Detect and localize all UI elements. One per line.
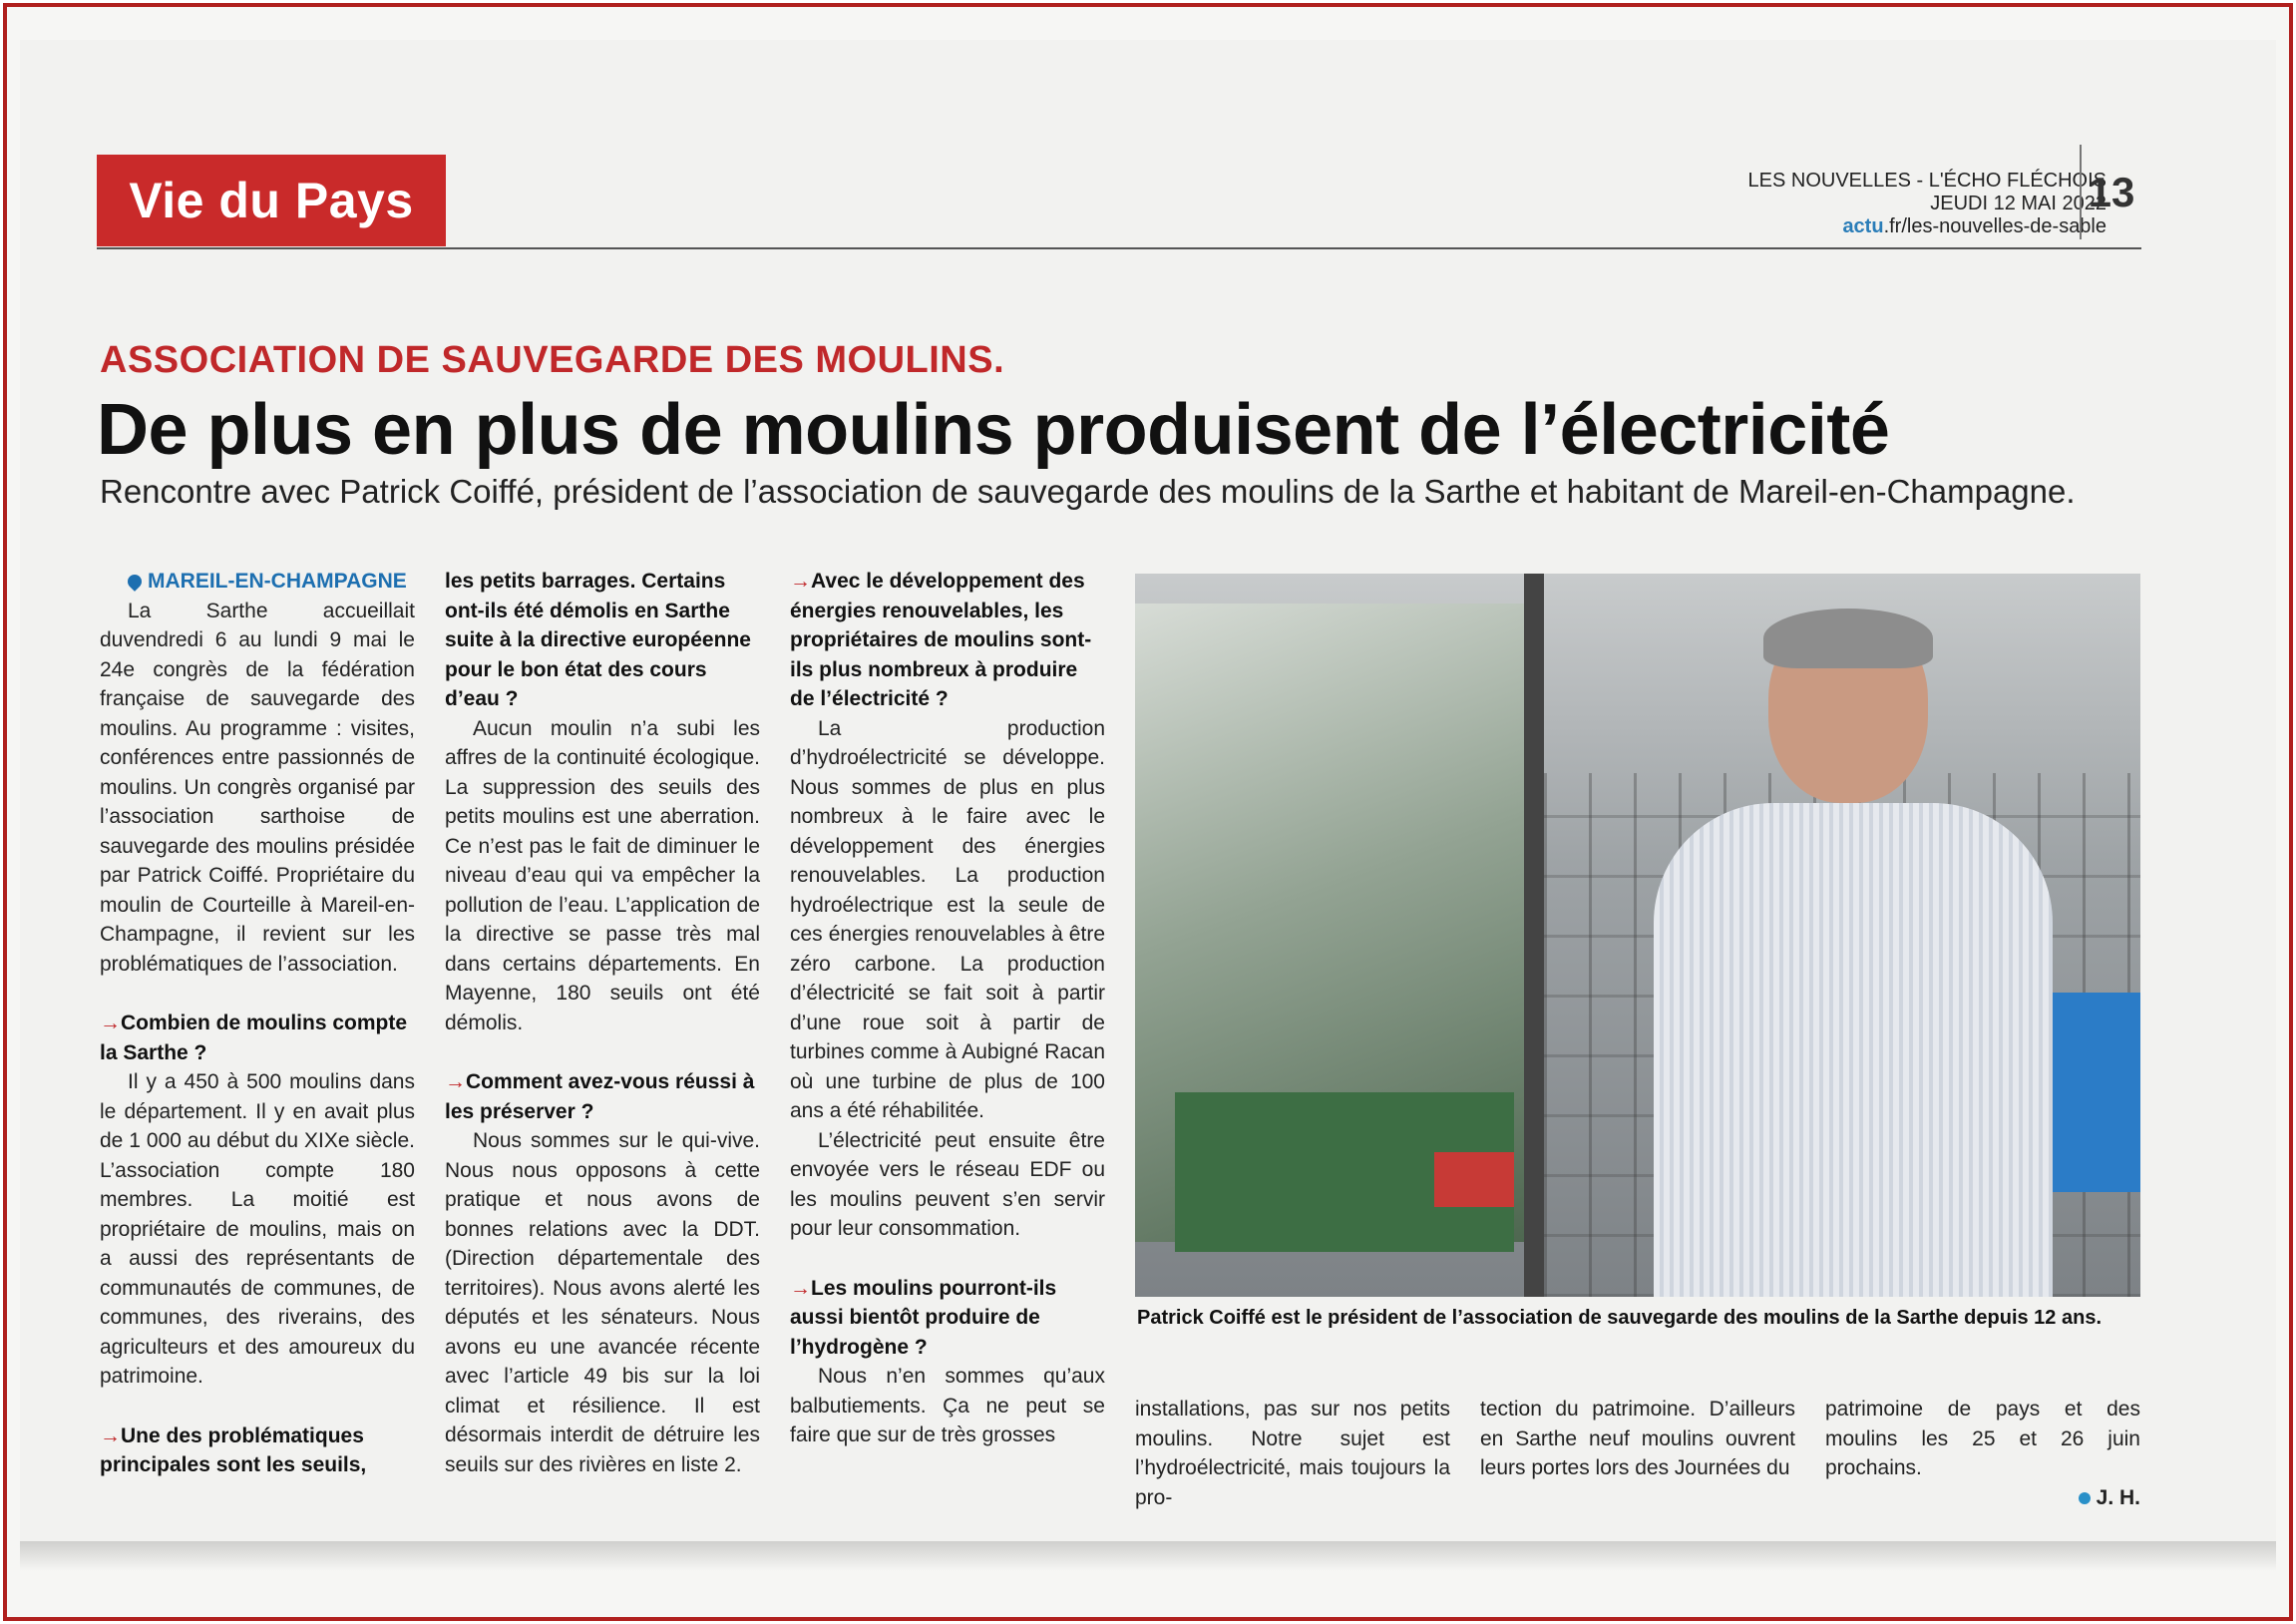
article-kicker: ASSOCIATION DE SAUVEGARDE DES MOULINS. xyxy=(100,339,1005,381)
arrow-icon: → xyxy=(790,1276,811,1300)
rail-post xyxy=(1524,574,1544,1297)
paragraph: tection du patrimoine. D’ailleurs en Sarthe neuf moulins ouvrent leurs portes lors des Journées du xyxy=(1480,1398,1795,1479)
paragraph: La production d’hydroélectricité se développe. Nous sommes de plus en plus nombreux à le faire avec le développement des énergies renouvelables. La production hydroélectrique est la seule de ces énergies renouvelables à être zéro carbone. La production d’électricité se fait soit à partir d’une roue soit à partir de turbines comme à Aubigné Racan où une turbine de plus de 100 ans a été réhabilitée. xyxy=(790,716,1105,1122)
page-fold-shadow xyxy=(20,1541,2276,1571)
section-label: Vie du Pays xyxy=(97,155,446,246)
masthead xyxy=(1748,170,2106,238)
column-5 xyxy=(1480,1395,1795,1483)
portrait xyxy=(1654,613,2053,1297)
arrow-icon: → xyxy=(100,1423,121,1447)
question: →Une des problématiques principales sont les seuils, xyxy=(100,1423,367,1476)
page-number: 13 xyxy=(2080,145,2141,239)
paragraph: La Sarthe accueillait duvendredi 6 au lundi 9 mai le 24e congrès de la fédération française de sauvegarde des moulins. Au programme : visites, conférences entre passionnés de moulins. Un congrès organisé par l’association sarthoise de sauvegarde des moulins présidée par Patrick Coiffé. Propriétaire du moulin de Courteille à Mareil-en-Champagne, il revient sur les problématiques de l’association. xyxy=(100,599,415,976)
poster-flag xyxy=(1434,1152,1514,1207)
blue-panel xyxy=(2053,993,2140,1192)
photo-caption: Patrick Coiffé est le président de l’association de sauvegarde des moulins de la Sarthe depuis 12 ans. xyxy=(1137,1307,2103,1329)
paper-name: LES NOUVELLES - L'ÉCHO FLÉCHOIS xyxy=(1747,170,2106,192)
paragraph: L’électricité peut ensuite être envoyée vers le réseau EDF ou les moulins peuvent s’en servir pour leur consommation. xyxy=(790,1128,1105,1240)
paragraph: Nous sommes sur le qui-vive. Nous nous opposons à cette pratique et nous avons de bonnes relations avec la DDT. (Direction départementale des territoires). Nous avons alerté les députés et les sénateurs. Nous avons eu une avancée récente avec l’article 49 bis sur la loi climat et résilience. Il est désormais interdit de détruire les seuils sur des rivières en liste 2. xyxy=(445,1129,760,1476)
article-photo xyxy=(1135,574,2140,1297)
paragraph: installations, pas sur nos petits moulins. Notre sujet est l’hydroélectricité, mais toujours la pro- xyxy=(1135,1398,1450,1509)
paragraph: Il y a 450 à 500 moulins dans le département. Il y en avait plus de 1 000 au début du XIXe siècle. L’association compte 180 membres. La moitié est propriétaire de moulins, mais on a aussi des représentants de communautés de communes, de communes, des riverains, des agriculteurs et des amoureux du patrimoine. xyxy=(100,1070,415,1388)
arrow-icon: → xyxy=(790,570,811,593)
bullet-dot-icon xyxy=(2079,1492,2091,1504)
article-headline: De plus en plus de moulins produisent de l’électricité xyxy=(97,390,1890,470)
question: →Les moulins pourront-ils aussi bientôt produire de l’hydrogène ? xyxy=(790,1276,1057,1359)
question-continued: les petits barrages. Certains ont-ils été démolis en Sarthe suite à la directive européenne pour le bon état des cours d’eau ? xyxy=(445,570,751,710)
question: →Avec le développement des énergies renouvelables, les propriétaires de moulins sont-ils plus nombreux à produire de l’électricité ? xyxy=(790,570,1092,710)
dateline: MAREIL-EN-CHAMPAGNE xyxy=(100,567,415,597)
question: →Comment avez-vous réussi à les préserver ? xyxy=(445,1070,755,1123)
column-1 xyxy=(100,567,415,1480)
paragraph: Nous n’en sommes qu’aux balbutiements. Ça ne peut se faire que sur de très grosses xyxy=(790,1365,1105,1446)
paragraph: patrimoine de pays et des moulins les 25 et 26 juin prochains. xyxy=(1825,1398,2140,1479)
column-3 xyxy=(790,567,1105,1450)
location-pin-icon xyxy=(125,573,145,593)
article-standfirst: Rencontre avec Patrick Coiffé, président de l’association de sauvegarde des moulins de la Sarthe et habitant de Mareil-en-Champagne. xyxy=(100,473,2076,510)
portrait-hair xyxy=(1763,609,1933,668)
column-6 xyxy=(1825,1395,2140,1512)
column-4 xyxy=(1135,1395,1450,1512)
portrait-shirt xyxy=(1654,803,2053,1297)
column-2 xyxy=(445,567,760,1479)
website: actu.fr/les-nouvelles-de-sable xyxy=(1842,215,2106,237)
header-rule xyxy=(97,247,2141,249)
paragraph: Aucun moulin n’a subi les affres de la continuité écologique. La suppression des seuils des petits moulins est une aberration. Ce n’est pas le fait de diminuer le niveau d’eau qui va empêcher la pollution de l’eau. L’application de la directive se passe très mal dans certains départements. En Mayenne, 180 seuils ont été démolis. xyxy=(445,716,760,1034)
arrow-icon: → xyxy=(100,1012,121,1034)
author-signature: J. H. xyxy=(1825,1483,2140,1513)
issue-date: JEUDI 12 MAI 2022 xyxy=(1930,193,2106,214)
arrow-icon: → xyxy=(445,1070,466,1093)
question: →Combien de moulins compte la Sarthe ? xyxy=(100,1012,408,1064)
